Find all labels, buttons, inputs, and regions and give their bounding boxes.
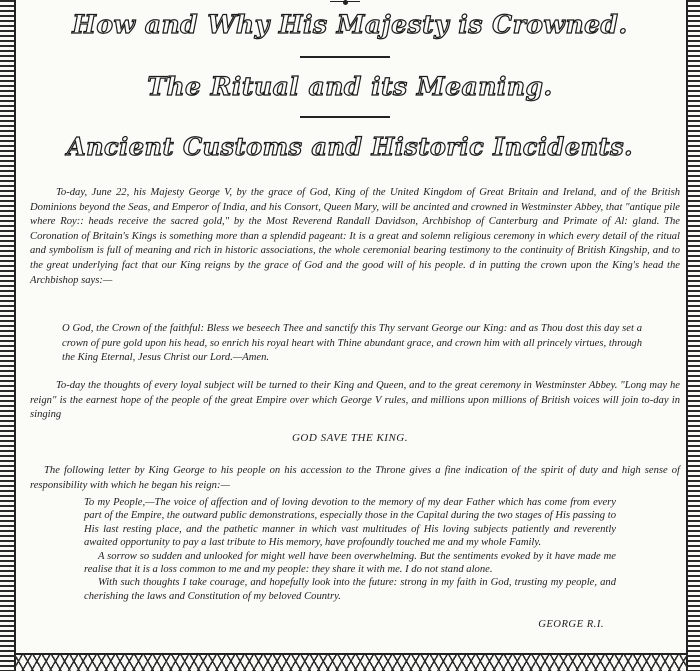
left-ornamental-border	[0, 0, 16, 671]
letter-intro-paragraph: The following letter by King George to his people on his accession to the Throne gives a fine indication of the spirit of duty and high sense of responsibility with which he began his reign:—	[30, 465, 680, 491]
headline-divider-2	[300, 116, 390, 118]
letter-paragraph: With such thoughts I take courage, and hopefully look into the future: strong in my faith in God, trusting my people, and cherishing the laws and Constitution of my beloved Country.	[84, 577, 616, 602]
right-ornamental-border	[686, 0, 700, 671]
king-letter	[84, 496, 616, 603]
signature: GEORGE R.I.	[538, 619, 604, 630]
headline-1: How and Why His Majesty is Crowned.	[72, 10, 628, 39]
headline-2: The Ritual and its Meaning.	[147, 72, 553, 101]
coronation-prayer: O God, the Crown of the faithful: Bless we beseech Thee and sanctify this Thy servant George our King: and as Thou dost this day set a crown of pure gold upon his head, so enrich his royal heart with Thine abundant grace, and crown him with all princely virtues, through the King Eternal, Jesus Christ our Lord.—Amen.	[62, 323, 642, 364]
letter-paragraph: To my People,—The voice of affection and of loving devotion to the memory of my dear Father which has come from every part of the Empire, the outward public demonstrations, especially those in the Capital during the two stages of His passing to His last resting place, and the pathetic manner in which vast multitudes of His loving subjects patiently and reverently awaited opportunity to pay a last tribute to His memory, have profoundly touched me and my whole Family.	[84, 497, 616, 549]
today-paragraph: To-day the thoughts of every loyal subject will be turned to their King and Queen, and to the great ceremony in Westminster Abbey. "Long may he reign" is the earnest hope of the people of the great Empire over which George V rules, and millions upon millions of British voices will join to-day in singing	[30, 380, 680, 421]
headline-3: Ancient Customs and Historic Incidents.	[66, 132, 633, 161]
intro-paragraph: To-day, June 22, his Majesty George V, by the grace of God, King of the United Kingdom of Great Britain and Ireland, and of the British Dominions beyond the Seas, and Emperor of India, and his Consort, Queen Mary, will be ancinted and crowned in Westminster Abbey, that "antique pile where Roy:: heads receive the sacred gold," by the Most Reverend Randall Davidson, Archbishop of Canterburg and Primate of Al: gland. The Coronation of Britain's Kings is something more than a splendid pageant: It is a great and solemn religious ceremony in which every detail of the ritual and symbolism is full of meaning and rich in historic associations, the whole ceremonial bearing testimony to the continuity of British Kingship, and to the great underlying fact that our King reigns by the grace of God and the good will of his people. d in putting the crown upon the King's head the Archbishop says:—	[30, 187, 680, 286]
letter-paragraph: A sorrow so sudden and unlooked for might well have been overwhelming. But the sentiments evoked by it have made me realise that it is a loss common to me and my people: they share it with me. I do not stand alone.	[84, 550, 616, 576]
bottom-ornamental-border	[14, 653, 688, 671]
top-ornament-dot	[343, 0, 348, 5]
anthem-line: GOD SAVE THE KING.	[291, 432, 408, 444]
headline-divider-1	[300, 56, 390, 58]
